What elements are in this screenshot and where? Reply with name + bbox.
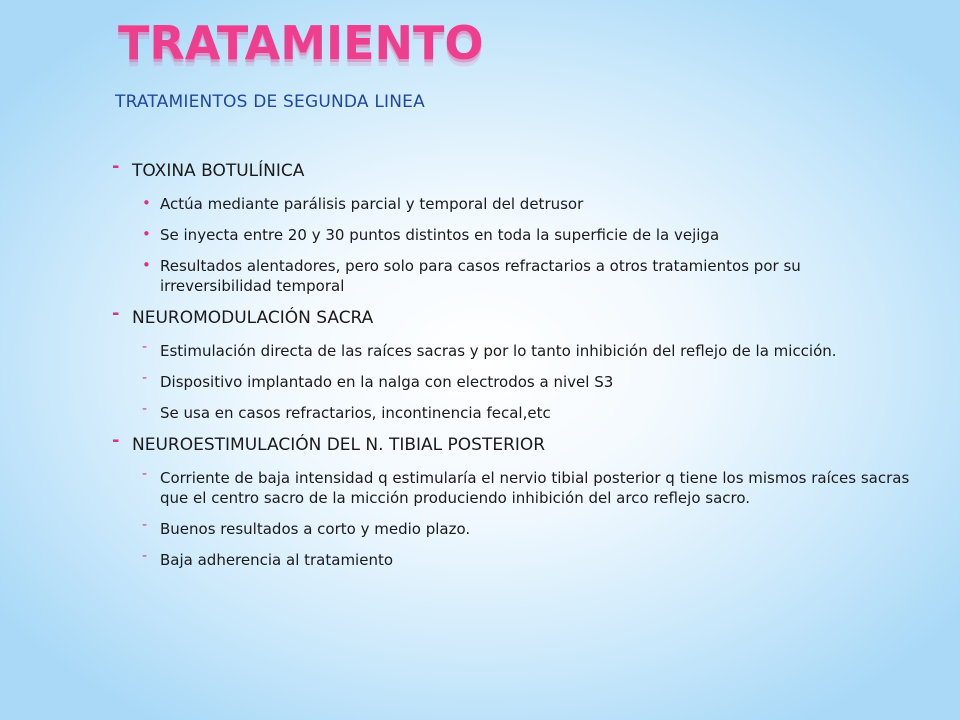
section-heading-label: NEUROMODULACIÓN SACRA: [132, 308, 374, 328]
section-heading-neuroestimulacion: [112, 430, 912, 456]
dash-icon: -: [112, 156, 120, 177]
dash-icon: -: [142, 370, 148, 386]
section-items-neuroestimulacion: [112, 468, 912, 570]
slide-title: TRATAMIENTO: [118, 16, 484, 70]
list-item-text: Buenos resultados a corto y medio plazo.: [160, 520, 471, 538]
section-items-toxina: [112, 194, 912, 296]
dash-icon: -: [112, 430, 120, 451]
list-item-text: Dispositivo implantado en la nalga con electrodos a nivel S3: [160, 373, 614, 391]
section-heading-label: TOXINA BOTULÍNICA: [132, 161, 305, 181]
list-item-text: Corriente de baja intensidad q estimularía el nervio tibial posterior q tiene los mismos raíces sacras que el centro sacro de la micción produciendo inhibición del arco reflejo sacro.: [160, 469, 910, 507]
list-item: [112, 403, 912, 423]
dash-icon: -: [142, 339, 148, 355]
dash-icon: -: [142, 517, 148, 533]
list-item-text: Se usa en casos refractarios, incontinencia fecal,etc: [160, 404, 551, 422]
list-item-text: Se inyecta entre 20 y 30 puntos distintos en toda la superficie de la vejiga: [160, 226, 720, 244]
list-item: [112, 372, 912, 392]
list-item: [112, 550, 912, 570]
list-item: [112, 225, 912, 245]
dash-icon: -: [112, 303, 120, 324]
section-heading-neuromodulacion: [112, 303, 912, 329]
bullet-icon: •: [142, 194, 151, 212]
list-item: [112, 341, 912, 361]
list-item-text: Estimulación directa de las raíces sacras y por lo tanto inhibición del reflejo de la micción.: [160, 342, 837, 360]
dash-icon: -: [142, 401, 148, 417]
slide-content: [112, 156, 912, 581]
list-item: [112, 468, 912, 508]
dash-icon: -: [142, 548, 148, 564]
dash-icon: -: [142, 466, 148, 482]
section-heading-label: NEUROESTIMULACIÓN DEL N. TIBIAL POSTERIOR: [132, 435, 546, 455]
list-item-text: Resultados alentadores, pero solo para casos refractarios a otros tratamientos por su irreversibilidad temporal: [160, 257, 801, 295]
list-item-text: Actúa mediante parálisis parcial y temporal del detrusor: [160, 195, 584, 213]
bullet-icon: •: [142, 256, 151, 274]
list-item: [112, 194, 912, 214]
list-item-text: Baja adherencia al tratamiento: [160, 551, 394, 569]
section-heading-toxina: [112, 156, 912, 182]
list-item: [112, 256, 912, 296]
list-item: [112, 519, 912, 539]
bullet-icon: •: [142, 225, 151, 243]
section-items-neuromodulacion: [112, 341, 912, 423]
slide-subtitle: TRATAMIENTOS DE SEGUNDA LINEA: [115, 92, 425, 112]
